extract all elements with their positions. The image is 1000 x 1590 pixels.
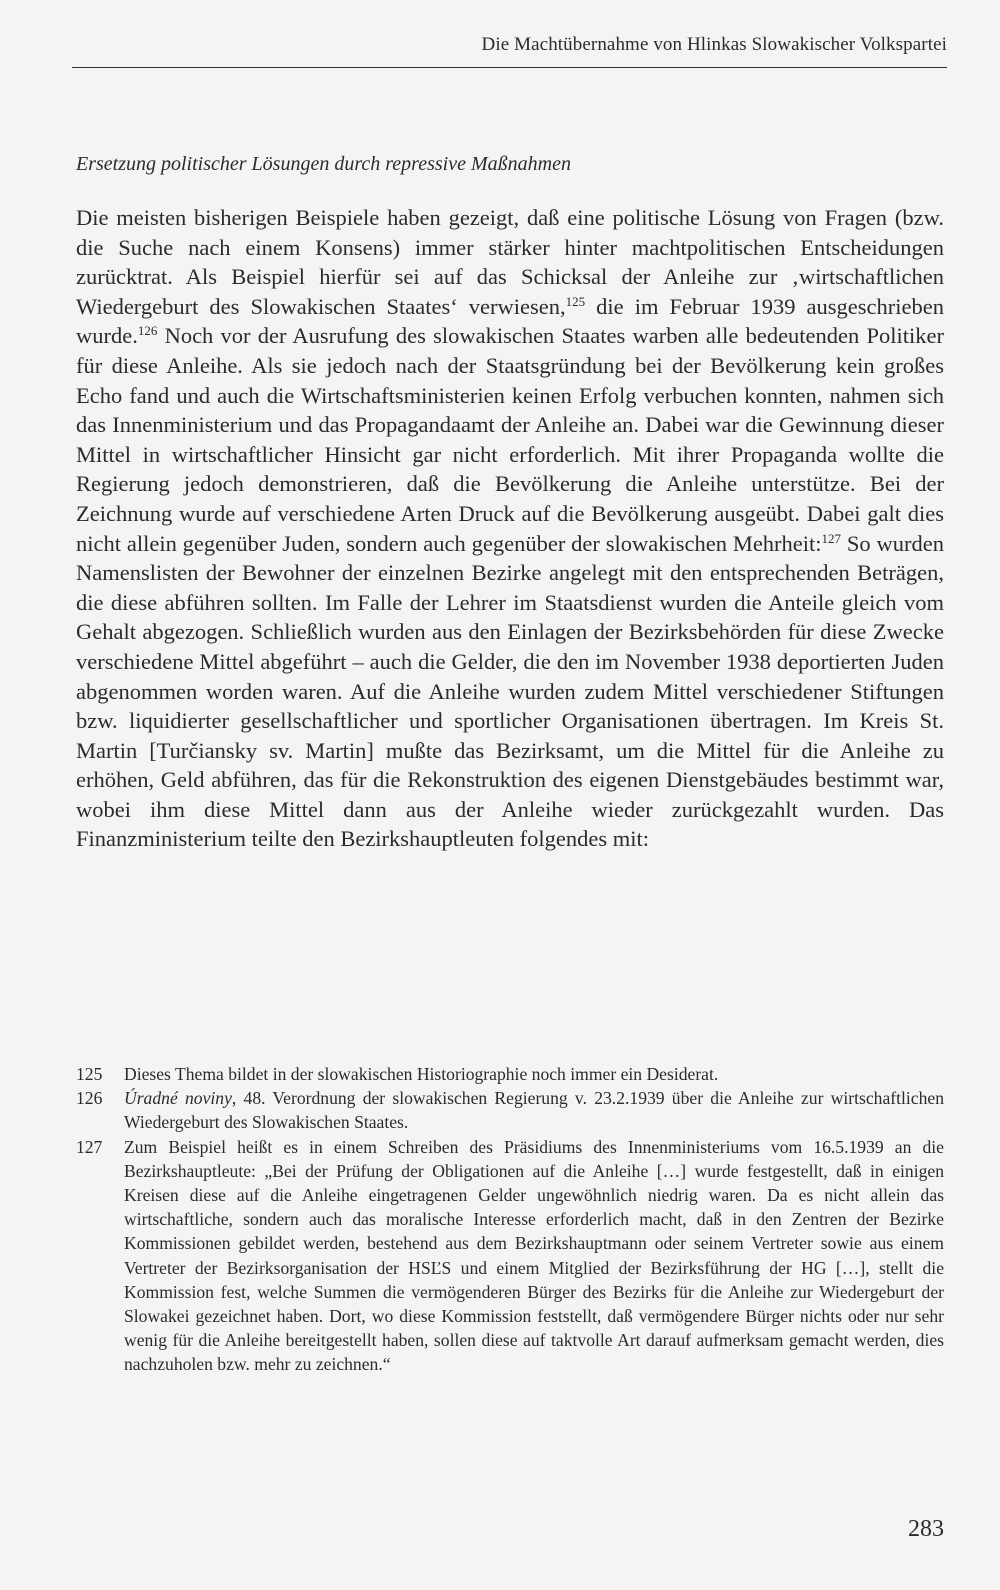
footnote-text: Zum Beispiel heißt es in einem Schreiben des Präsidiums des Innenministeriums vom 16.5.1939 an die Bezirkshauptleute: „Bei der Prüfung der Obligationen auf die Anleihe […] wurde festgestellt, daß in einigen Kreisen diese auf die Anleihe eingetragenen Gelder ungewöhnlich niedrig waren. Da es nicht allein das wirtschaftliche, sondern auch das moralische Interesse erforderlich macht, daß in den Zentren der Bezirke Kommissionen gebildet werden, bestehend aus dem Bezirkshauptmann oder seinem Vertreter sowie aus einem Vertreter der Bezirksorganisation der HSĽS und einem Mitglied der Bezirksführung der HG […], stellt die Kommission fest, welche Summen die vermögenderen Bürger des Bezirks für die Anleihe zur Wiedergeburt der Slowakei gezeichnet haben. Dort, wo diese Kommission feststellt, daß vermögendere Bürger nichts oder nur sehr wenig für die Anleihe bereitgestellt haben, sollen diese auf taktvolle Art darauf aufmerksam gemacht werden, dies nachzuholen bzw. mehr zu zeichnen.“ [124, 1136, 944, 1375]
footnote-text [124, 1086, 944, 1134]
footnote [76, 1135, 944, 1377]
footnote-source-title: Úradné noviny [124, 1088, 232, 1109]
running-head: Die Machtübernahme von Hlinkas Slowakischer Volkspartei [481, 34, 947, 55]
footnote-number: 127 [76, 1136, 103, 1157]
header-rule [72, 67, 947, 68]
body-paragraph [76, 203, 944, 854]
footnote-number: 126 [76, 1088, 103, 1109]
footnote-text: Dieses Thema bildet in der slowakischen Historiographie noch immer ein Desiderat. [124, 1064, 719, 1084]
footnote-text-rest: , 48. Verordnung der slowakischen Regierung v. 23.2.1939 über die Anleihe zur wirtschaftlichen Wiedergeburt des Slowakischen Staates. [124, 1088, 944, 1133]
footnote-ref: 125 [565, 293, 586, 309]
footnote [76, 1086, 944, 1134]
body-text-part: Die meisten bisherigen Beispiele haben gezeigt, daß eine politische Lösung von Fragen (bzw. die Suche nach einem Konsens) immer stärker hinter machtpolitischen Entscheidungen zurücktrat. Als Beispiel hierfür sei auf das Schicksal der Anleihe zur ‚wirtschaftlichen Wiedergeburt des Slowakischen Staates‘ verwiesen, [76, 205, 944, 319]
page-number: 283 [908, 1516, 944, 1542]
footnote-ref: 127 [821, 530, 842, 546]
footnote-number: 125 [76, 1064, 103, 1084]
body-text-part: Noch vor der Ausrufung des slowakischen Staates warben alle bedeutenden Politiker für diese Anleihe. Als sie jedoch nach der Staatsgründung bei der Bevölkerung kein großes Echo fand und auch die Wirtschaftsministerien keinen Erfolg verbuchen konnten, nahmen sich das Innenministerium und das Propagandaamt der Anleihe an. Dabei war die Gewinnung dieser Mittel in wirtschaftlicher Hinsicht gar nicht erforderlich. Mit ihrer Propaganda wollte die Regierung jedoch demonstrieren, daß die Bevölkerung die Anleihe unterstütze. Bei der Zeichnung wurde auf verschiedene Arten Druck auf die Bevölkerung ausgeübt. Dabei galt dies nicht allein gegenüber Juden, sondern auch gegenüber der slowakischen Mehrheit: [76, 323, 944, 556]
body-text-part: So wurden Namenslisten der Bewohner der einzelnen Bezirke angelegt mit den entsprechenden Beträgen, die diese abführen sollten. Im Falle der Lehrer im Staatsdienst wurden die Anteile gleich vom Gehalt abgezogen. Schließlich wurden aus den Einlagen der Bezirksbehörden für diese Zwecke verschiedene Mittel abgeführt – auch die Gelder, die den im November 1938 deportierten Juden abgenommen worden waren. Auf die Anleihe wurden zudem Mittel verschiedener Stiftungen bzw. liquidierter gesellschaftlicher und sportlicher Organisationen übertragen. Im Kreis St. Martin [Turčiansky sv. Martin] mußte das Bezirksamt, um die Mittel für die Anleihe zu erhöhen, Geld abführen, das für die Rekonstruktion des eigenen Dienstgebäudes bestimmt war, wobei ihm diese Mittel dann aus der Anleihe wieder zurückgezahlt wurden. Das Finanzministerium teilte den Bezirkshauptleuten folgendes mit: [76, 530, 944, 852]
footnotes [76, 1062, 944, 1377]
footnote-ref: 126 [137, 323, 158, 339]
footnote [76, 1062, 944, 1086]
body-text-part: die im Februar 1939 ausgeschrieben wurde. [76, 293, 944, 349]
section-heading: Ersetzung politischer Lösungen durch repressive Maßnahmen [76, 153, 571, 175]
